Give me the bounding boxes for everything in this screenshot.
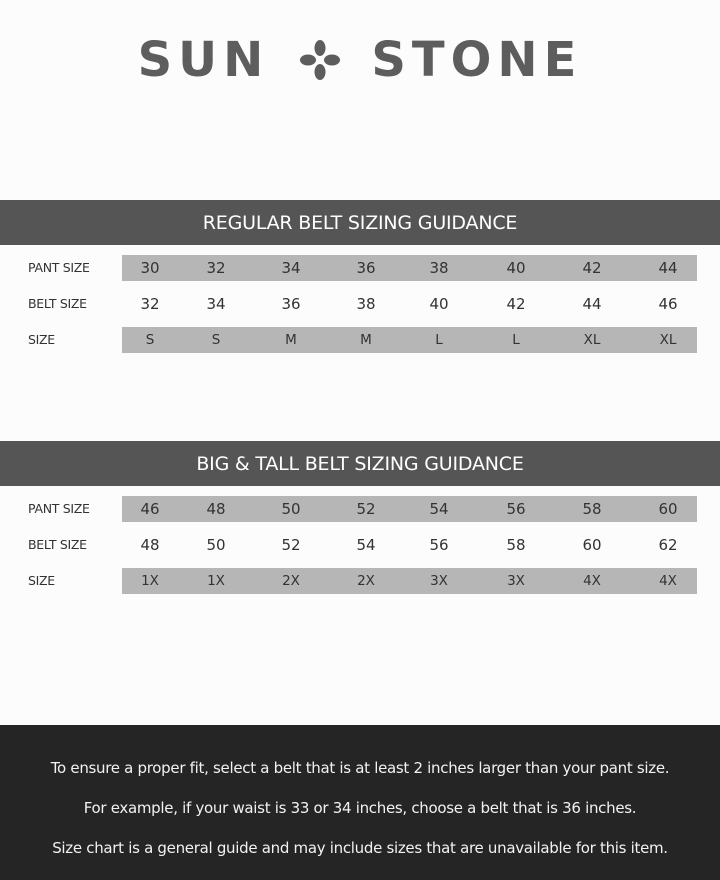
table-cell: 38 bbox=[356, 295, 376, 313]
regular-section-title: REGULAR BELT SIZING GUIDANCE bbox=[0, 200, 720, 245]
size-row bbox=[0, 568, 720, 594]
table-cell: XL bbox=[583, 332, 601, 348]
row-values bbox=[122, 291, 697, 317]
table-cell: 34 bbox=[206, 295, 226, 313]
table-cell: 40 bbox=[429, 295, 449, 313]
size-row bbox=[0, 327, 720, 353]
table-cell: 2X bbox=[282, 573, 300, 589]
row-values bbox=[122, 327, 697, 353]
row-values bbox=[122, 532, 697, 558]
table-cell: 3X bbox=[430, 573, 448, 589]
table-cell: 46 bbox=[140, 500, 160, 518]
table-cell: 44 bbox=[582, 295, 602, 313]
row-label: PANT SIZE bbox=[28, 501, 90, 516]
table-cell: 46 bbox=[658, 295, 678, 313]
row-label: BELT SIZE bbox=[28, 537, 87, 552]
table-cell: 1X bbox=[207, 573, 225, 589]
table-cell: 62 bbox=[658, 536, 678, 554]
table-cell: L bbox=[512, 332, 520, 348]
table-cell: 32 bbox=[140, 295, 160, 313]
table-cell: 50 bbox=[206, 536, 226, 554]
table-cell: 42 bbox=[582, 259, 602, 277]
table-cell: 36 bbox=[356, 259, 376, 277]
row-label: PANT SIZE bbox=[28, 260, 90, 275]
row-label: SIZE bbox=[28, 332, 55, 347]
row-values bbox=[122, 568, 697, 594]
footer-notes bbox=[0, 725, 720, 880]
table-cell: 36 bbox=[281, 295, 301, 313]
table-cell: 60 bbox=[582, 536, 602, 554]
table-cell: XL bbox=[659, 332, 677, 348]
pant-size-row bbox=[0, 255, 720, 281]
table-cell: 32 bbox=[206, 259, 226, 277]
table-cell: 40 bbox=[506, 259, 526, 277]
table-cell: 54 bbox=[356, 536, 376, 554]
table-cell: 48 bbox=[140, 536, 160, 554]
table-cell: 54 bbox=[429, 500, 449, 518]
big-tall-section-title: BIG & TALL BELT SIZING GUIDANCE bbox=[0, 441, 720, 486]
table-cell: 56 bbox=[429, 536, 449, 554]
table-cell: 44 bbox=[658, 259, 678, 277]
table-cell: 50 bbox=[281, 500, 301, 518]
row-values bbox=[122, 496, 697, 522]
table-cell: S bbox=[211, 332, 221, 348]
belt-size-row bbox=[0, 291, 720, 317]
row-label: BELT SIZE bbox=[28, 296, 87, 311]
table-cell: 34 bbox=[281, 259, 301, 277]
table-cell: M bbox=[285, 332, 297, 348]
brand-logo bbox=[0, 34, 720, 86]
brand-word-stone: STONE bbox=[371, 32, 583, 88]
table-cell: 52 bbox=[356, 500, 376, 518]
table-cell: S bbox=[145, 332, 155, 348]
table-cell: 60 bbox=[658, 500, 678, 518]
table-cell: 42 bbox=[506, 295, 526, 313]
footer-note-fit: To ensure a proper fit, select a belt that is at least 2 inches larger than your pant size. bbox=[50, 759, 670, 777]
row-label: SIZE bbox=[28, 573, 55, 588]
table-cell: 48 bbox=[206, 500, 226, 518]
brand-word-sun: SUN bbox=[137, 32, 270, 88]
table-cell: 30 bbox=[140, 259, 160, 277]
row-values bbox=[122, 255, 697, 281]
four-petal-cross-icon bbox=[299, 39, 341, 81]
table-cell: 4X bbox=[583, 573, 601, 589]
table-cell: 2X bbox=[357, 573, 375, 589]
footer-note-disclaimer: Size chart is a general guide and may include sizes that are unavailable for this item. bbox=[52, 839, 668, 857]
table-cell: 38 bbox=[429, 259, 449, 277]
table-cell: 3X bbox=[507, 573, 525, 589]
pant-size-row bbox=[0, 496, 720, 522]
table-cell: 58 bbox=[506, 536, 526, 554]
table-cell: M bbox=[360, 332, 372, 348]
table-cell: 1X bbox=[141, 573, 159, 589]
table-cell: 52 bbox=[281, 536, 301, 554]
table-cell: 4X bbox=[659, 573, 677, 589]
belt-size-row bbox=[0, 532, 720, 558]
table-cell: 56 bbox=[506, 500, 526, 518]
footer-note-example: For example, if your waist is 33 or 34 inches, choose a belt that is 36 inches. bbox=[83, 799, 637, 817]
table-cell: L bbox=[435, 332, 443, 348]
table-cell: 58 bbox=[582, 500, 602, 518]
